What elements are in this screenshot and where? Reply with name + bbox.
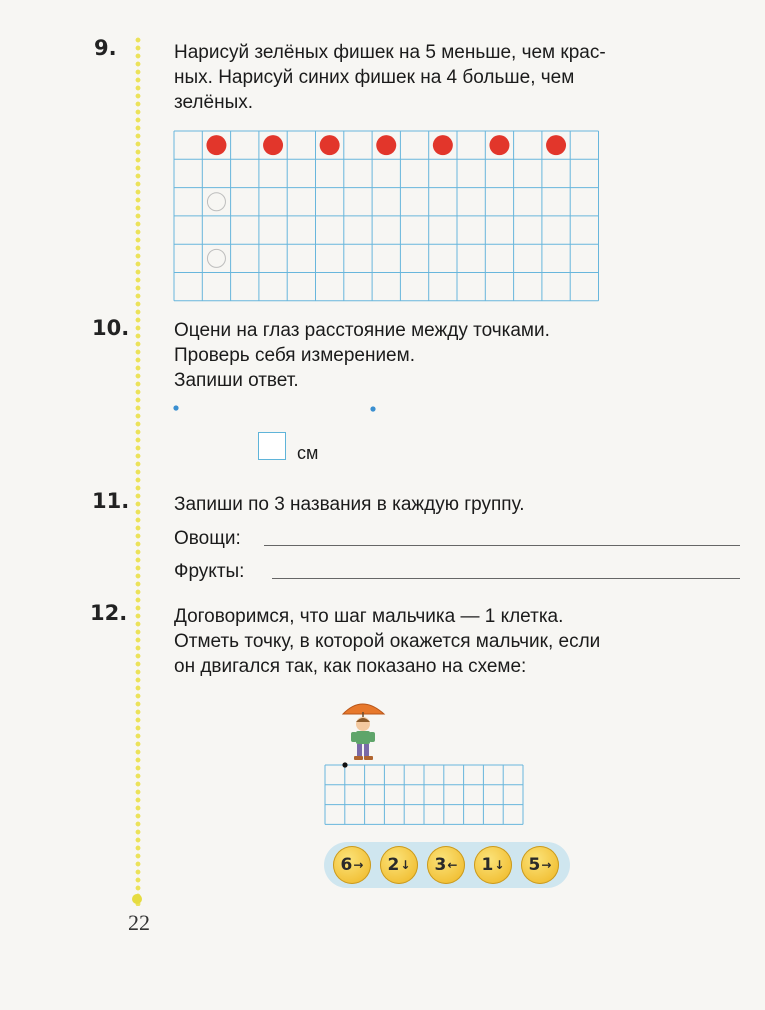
task-11-vegetables-line[interactable]: [264, 545, 740, 546]
task-10-unit: см: [297, 443, 319, 463]
task-11-fruits-line[interactable]: [272, 578, 740, 579]
page-number: 22: [128, 910, 150, 935]
task-10-answer-box[interactable]: [258, 432, 286, 460]
step-5: 5 →: [521, 846, 559, 884]
step-1: 6 →: [333, 846, 371, 884]
task-11-instruction: Запиши по 3 названия в каждую группу.: [174, 494, 525, 515]
margin-dot-end: [132, 894, 142, 904]
step-2: 2 ↓: [380, 846, 418, 884]
task-11-fruits-label: Фрукты:: [174, 561, 245, 582]
task-9-line-2: ных. Нарисуй синих фишек на 4 больше, чем: [174, 67, 575, 88]
task-10-line-3: Запиши ответ.: [174, 370, 299, 391]
task-12-line-1: Договоримся, что шаг мальчика — 1 клетка.: [174, 606, 564, 627]
task-10-dots: [0, 0, 765, 430]
step-4: 1 ↓: [474, 846, 512, 884]
task-12-line-3: он двигался так, как показано на схеме:: [174, 656, 527, 677]
start-point: [342, 762, 347, 767]
step-3: 3 ←: [427, 846, 465, 884]
task-9-line-3: зелёных.: [174, 92, 254, 113]
task-11-vegetables-label: Овощи:: [174, 528, 241, 549]
task-9-number: 9.: [94, 36, 117, 60]
dot-left: [173, 405, 178, 410]
task-10-line-1: Оцени на глаз расстояние между точками.: [174, 320, 550, 341]
task-12-line-2: Отметь точку, в которой окажется мальчик, если: [174, 631, 601, 652]
boy-with-umbrella-illustration: [338, 698, 390, 764]
task-10-number: 10.: [92, 316, 130, 340]
task-12-grid[interactable]: [325, 765, 525, 822]
task-9-line-1: Нарисуй зелёных фишек на 5 меньше, чем крас-: [174, 42, 606, 63]
task-10-line-2: Проверь себя измерением.: [174, 345, 415, 366]
dot-right: [370, 406, 375, 411]
task-11-number: 11.: [92, 489, 130, 513]
task-12-number: 12.: [90, 601, 128, 625]
